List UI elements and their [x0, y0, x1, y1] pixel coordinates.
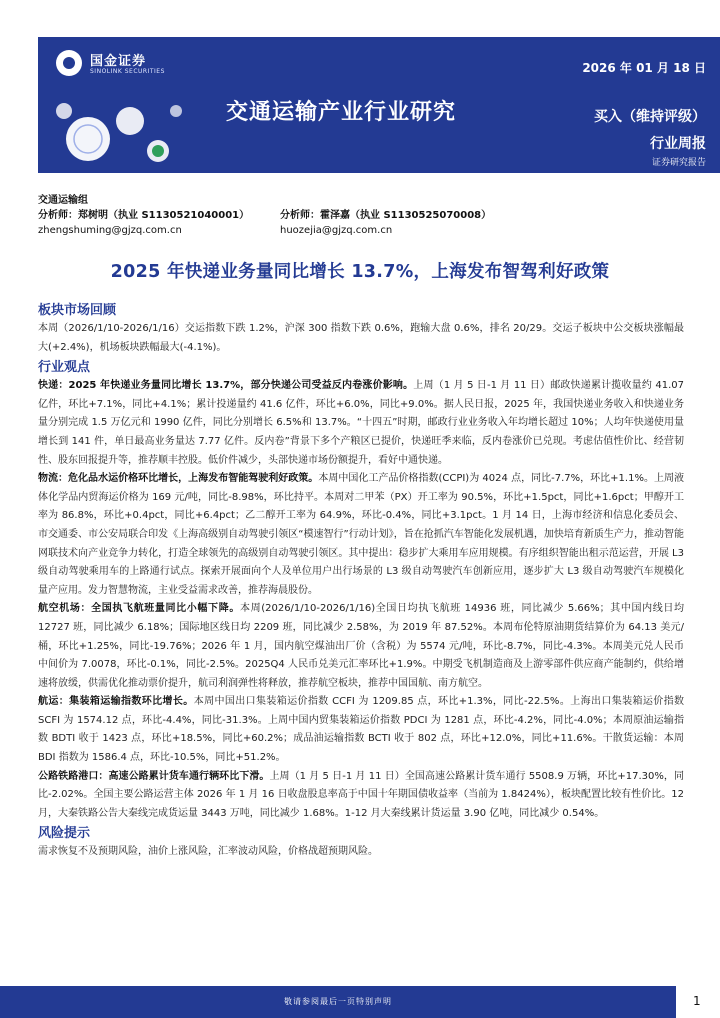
footer-bar: [0, 986, 676, 1018]
analyst-block: [38, 193, 698, 238]
report-type: 行业周报: [650, 136, 706, 152]
report-title: 交通运输产业行业研究: [226, 100, 457, 125]
section-title-market: 板块市场回顾: [38, 303, 117, 318]
page-number: 1: [693, 994, 701, 1008]
analyst-2: 分析师：霍泽嘉（执业 S1130525070008）: [280, 210, 492, 221]
shipping-text: 本周中国出口集装箱运价指数 CCFI 为 1209.85 点，环比+1.3%，同比-22.5%。上海出口集装箱运价指数 SCFI 为 1574.12 点，环比-4.4%，同比-31.3%。上周中国内贸集装箱运价指数 PDCI 为 1281 点，环比-4.2%，同比-4.0%；本周原油运输指数 BDTI 收于 1423 点，环比+18.5%，同比+60.2%；成品油运输指数 BCTI 收于 802 点，环比+12.0%，同比+11.6%。干散货运输：本周 BDI 指数为 1586.4 点，环比-10.5%，同比+51.2%。: [38, 696, 684, 764]
disclaimer-note[interactable]: 敬请参阅最后一页特别声明: [284, 997, 392, 1006]
highway-paragraph: [38, 768, 684, 824]
shipping-paragraph: [38, 693, 684, 767]
express-text: 上周（1 月 5 日-1 月 11 日）邮政快递累计揽收量约 41.07 亿件，环比+7.1%，同比+4.1%；累计投递量约 41.6 亿件，环比+6.0%，同比+9.0%。据人民日报，2025 年，我国快递业务收入和快递业务量分别完成 1.5 万亿元和 1990 亿件，同比分别增长 6.5%和 13.7%。“十四五”时期，邮政行业业务收入年均增长超过 10%；人均年快递使用量增长到 141 件，单日最高业务量达 7.77 亿件。反内卷”背景下多个产粮区已提价，快递旺季来临，反内卷涨价已兑现。考虑估值性价比、经营韧性、股东回报提升等，推荐顺丰控股。低价件减少，头部快递市场份额提升，看好中通快递。: [38, 380, 684, 466]
express-paragraph: [38, 377, 684, 470]
analyst-1-email[interactable]: zhengshuming@gjzq.com.cn: [38, 225, 182, 236]
logistics-text: 本周中国化工产品价格指数(CCPI)为 4024 点，同比-7.7%，环比+1.1%。上周液体化学品内贸海运价格为 169 元/吨，同比-8.98%，环比持平。本周对二甲苯（PX）开工率为 90.5%，环比+1.5pct，同比+1.6pct；甲醇开工率为 86.8%，环比+0.4pct，同比+6.4pct；乙二醇开工率为 64.9%，环比-0.4%，同比+3.1pct。1 月 14 日，上海市经济和信息化委员会、市交通委、市公安局联合印发《上海高级别自动驾驶引领区“模速智行”行动计划》，旨在抢抓汽车智能化发展机遇，加快培育新质生产力，推动智能网联技术向产业竞争力转化，打造全球领先的高级别自动驾驶引领区。其中提出：稳步扩大乘用车应用规模。有序组织智能出租示范运营，开展 L3 级自动驾驶乘用车的上路通行试点。探索开展面向个人及单位用户出行场景的 L3 级自动驾驶汽车创新应用，逐步扩大 L3 级自动驾驶汽车规模化量产应用。发力智慧物流，主业受益需求改善，推荐海晨股份。: [38, 473, 684, 596]
express-lead: 快递：2025 年快递业务量同比增长 13.7%，部分快递公司受益反内卷涨价影响。: [38, 380, 414, 392]
analyst-1: 分析师：郑树明（执业 S1130521040001）: [38, 210, 250, 221]
aviation-paragraph: [38, 600, 684, 693]
aviation-lead: 航空机场：全国执飞航班量同比小幅下降。: [38, 603, 240, 615]
market-review-text: 本周（2026/1/10-2026/1/16）交运指数下跌 1.2%，沪深 300 指数下跌 0.6%，跑输大盘 0.6%，排名 20/29。交运子板块中公交板块涨幅最大(+2.4%)，机场板块跌幅最大(-4.1%)。: [38, 323, 684, 353]
report-body: [38, 300, 684, 862]
risk-text: 需求恢复不及预期风险，油价上涨风险，汇率波动风险，价格战超预期风险。: [38, 846, 378, 858]
decorative-pattern-icon: [48, 81, 198, 171]
analyst-2-email[interactable]: huozejia@gjzq.com.cn: [280, 225, 393, 236]
logistics-paragraph: [38, 470, 684, 600]
report-headline: 2025 年快递业务量同比增长 13.7%，上海发布智驾利好政策: [110, 262, 610, 282]
logistics-lead: 物流：危化品水运价格环比增长，上海发布智能驾驶利好政策。: [38, 473, 319, 485]
logo-text-cn: 国金证券: [90, 54, 147, 69]
section-title-views: 行业观点: [38, 360, 91, 376]
report-subtitle: 证券研究报告: [651, 158, 706, 168]
section-title-risk: 风险提示: [38, 826, 91, 842]
aviation-text: 本周(2026/1/10-2026/1/16)全国日均执飞航班 14936 班，同比减少 5.66%；其中国内线日均 12727 班，同比减少 6.18%；国际地区线日均 2209 班，同比减少 2.58%，为 2019 年 87.52%。本周布伦特原油期货结算价为 64.13 美元/桶，环比+1.25%，同比-19.76%；2026 年 1 月，国内航空煤油出厂价（含税）为 5574 元/吨，环比-8.7%，同比-4.3%。本周美元兑人民币中间价为 7.0078，环比-0.1%，同比-2.5%。2025Q4 人民币兑美元汇率环比+1.9%。中期受飞机制造商及上游零部件供应商产能制约，供给增速将放缓，供需优化推动票价提升，航司利润弹性将释放，推荐航空板块，推荐中国国航、南方航空。: [38, 603, 685, 689]
header-banner: [38, 37, 720, 173]
shipping-lead: 航运：集装箱运输指数环比增长。: [38, 696, 194, 708]
highway-text: 上周（1 月 5 日-1 月 11 日）全国高速公路累计货车通行 5508.9 万辆，环比+17.30%，同比-2.02%。全国主要公路运营主体 2026 年 1 月 16 日收盘股息率高于中国十年期国债收益率（当前为 1.8424%），板块配置比较有性价比。12 月，大秦铁路公告大秦线完成货运量 3443 万吨，同比减少 1.68%。1-12 月大秦线累计货运量 3.90 亿吨，同比减少 0.54%。: [38, 770, 684, 819]
rating-label: 买入（维持评级）: [594, 109, 706, 125]
report-date: 2026 年 01 月 18 日: [582, 61, 706, 75]
logo-text-en: SINOLINK SECURITIES: [90, 68, 165, 75]
analyst-group: 交通运输组: [38, 195, 88, 206]
sinolink-logo-icon: [56, 50, 82, 76]
highway-lead: 公路铁路港口：高速公路累计货车通行辆环比下滑。: [38, 770, 270, 782]
